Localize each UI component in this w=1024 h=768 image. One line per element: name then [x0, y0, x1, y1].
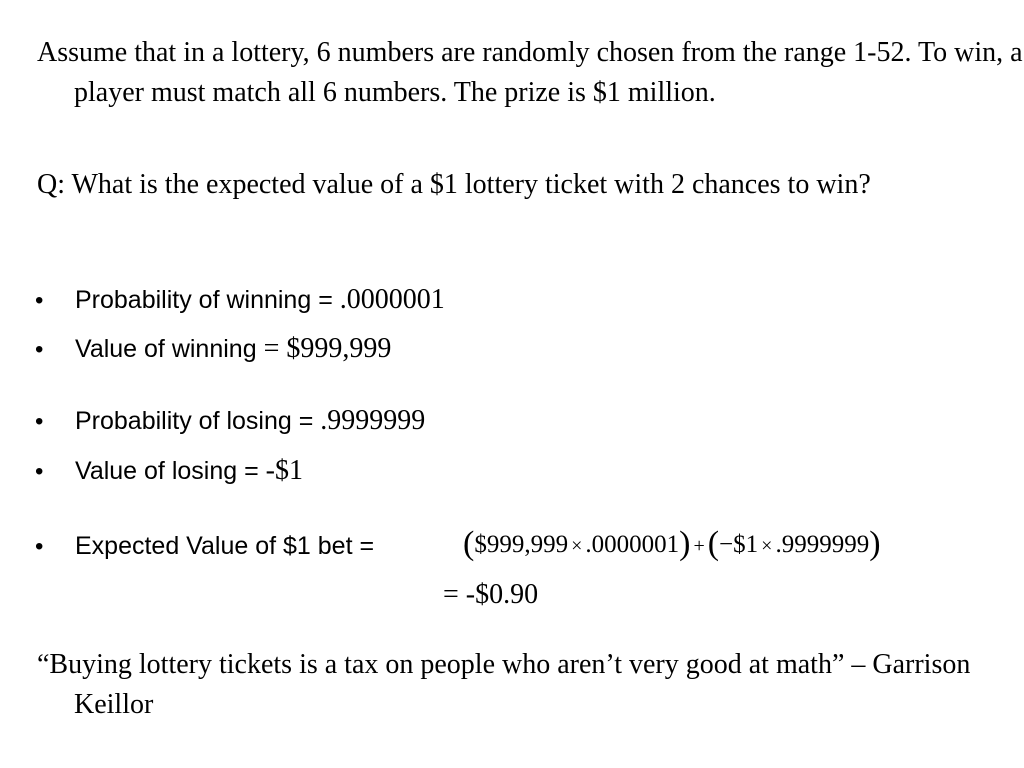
bullet-probability-winning	[35, 280, 445, 320]
plus-operator: +	[693, 535, 705, 557]
bullet-value: .0000001	[339, 284, 445, 315]
close-paren: )	[679, 525, 691, 562]
bullet-probability-losing	[35, 401, 425, 441]
formula-term: .0000001	[585, 531, 680, 558]
times-operator: ×	[571, 535, 583, 557]
close-paren: )	[869, 525, 881, 562]
bullet-marker: •	[35, 533, 44, 560]
bullet-label: Value of winning	[75, 335, 264, 363]
bullet-marker: •	[35, 336, 44, 363]
bullet-marker: •	[35, 458, 44, 485]
bullet-label: Expected Value of $1 bet =	[75, 532, 375, 560]
formula-term: .9999999	[775, 531, 870, 558]
quote-paragraph: “Buying lottery tickets is a tax on people who aren’t very good at math” – Garrison Keillor	[37, 649, 971, 720]
open-paren: (	[463, 525, 475, 562]
intro-paragraph: Assume that in a lottery, 6 numbers are randomly chosen from the range 1-52. To win, a player must match all 6 numbers. The prize is $1 million.	[37, 37, 1023, 108]
bullet-value-losing	[35, 451, 303, 491]
bullet-marker: •	[35, 408, 44, 435]
bullet-label: Probability of losing =	[75, 407, 321, 435]
bullet-label: Probability of winning =	[75, 286, 340, 314]
bullet-value: .9999999	[320, 405, 426, 436]
bullet-expected-value	[35, 526, 374, 566]
bullet-marker: •	[35, 287, 44, 314]
expected-value-formula	[463, 521, 881, 567]
times-operator: ×	[761, 535, 773, 557]
open-paren: (	[707, 525, 720, 562]
formula-term: $999,999	[474, 531, 569, 558]
formula-term: −$1	[719, 531, 759, 558]
bullet-label: Value of losing =	[75, 457, 266, 485]
question-paragraph: Q: What is the expected value of a $1 lottery ticket with 2 chances to win?	[37, 169, 871, 200]
bullet-value: = $999,999	[263, 333, 392, 364]
expected-value-result: = -$0.90	[443, 579, 539, 610]
bullet-value-winning	[35, 329, 391, 369]
bullet-value: -$1	[265, 455, 303, 486]
